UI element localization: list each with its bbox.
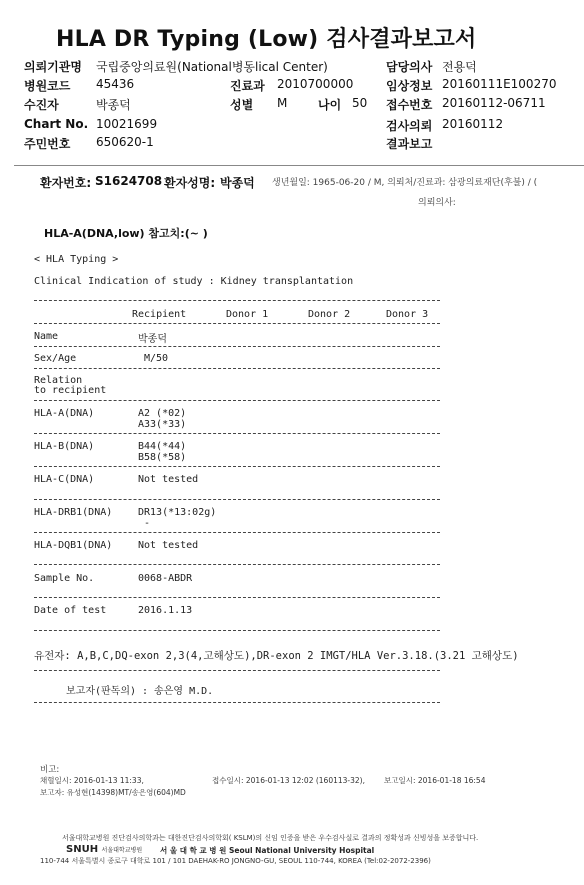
hla-typing-subtitle: < HLA Typing > — [34, 254, 119, 265]
value-resident-no: 650620-1 — [96, 135, 154, 149]
row-rule — [34, 433, 440, 434]
value-request-date: 20160112 — [442, 117, 504, 131]
row-hla-a-label: HLA-A(DNA) — [34, 408, 95, 419]
row-sample-label: Sample No. — [34, 573, 95, 584]
hospital-address: 110-744 서울특별시 종로구 대학로 101 / 101 DAEHAK-RO JONGNO-GU, SEOUL 110-744, KOREA (Tel:02-2072-2396) — [40, 857, 431, 865]
label-department: 진료과 — [230, 79, 265, 93]
row-rule — [34, 499, 440, 500]
remarks-label: 비고: — [40, 765, 60, 775]
row-hla-c-label: HLA-C(DNA) — [34, 474, 95, 485]
label-clinical-info: 임상정보 — [386, 79, 433, 93]
row-hla-dqb1-label: HLA-DQB1(DNA) — [34, 540, 113, 551]
row-hla-a-value-2: A33(*33) — [138, 419, 187, 430]
patient-name-label: 환자성명: — [164, 176, 216, 190]
row-relation-label: Relation — [34, 375, 83, 386]
row-rule — [34, 597, 440, 598]
row-rule — [34, 400, 440, 401]
header-rule — [34, 323, 440, 324]
patient-dob-line: 생년월일: 1965-06-20 / M, 의뢰처/진료과: 삼광의료재단(후불) / ( — [272, 178, 538, 188]
row-hla-drb1-dash: - — [144, 518, 151, 529]
value-chart-no: 10021699 — [96, 117, 158, 131]
row-hla-b-label: HLA-B(DNA) — [34, 441, 95, 452]
value-doctor: 전용덕 — [442, 60, 477, 74]
row-date-value: 2016.1.13 — [138, 605, 193, 616]
row-hla-b-value-1: B44(*44) — [138, 441, 187, 452]
value-hospital-code: 45436 — [96, 77, 135, 91]
patient-name: 박종덕 — [220, 176, 255, 190]
row-rule — [34, 346, 440, 347]
reporter-top-rule — [34, 670, 440, 671]
col-donor-2: Donor 2 — [308, 309, 351, 320]
table-top-rule — [34, 300, 440, 301]
reported-time: 보고일시: 2016-01-18 16:54 — [384, 776, 486, 785]
clinical-indication: Clinical Indication of study : Kidney transplantation — [34, 276, 354, 287]
row-hla-b-value-2: B58(*58) — [138, 452, 187, 463]
row-name-value: 박종덕 — [138, 334, 167, 345]
row-relation-label-2: to recipient — [34, 385, 107, 396]
col-donor-1: Donor 1 — [226, 309, 269, 320]
label-age: 나이 — [318, 98, 342, 112]
row-hla-drb1-label: HLA-DRB1(DNA) — [34, 507, 113, 518]
header-divider — [14, 165, 584, 166]
table-bottom-rule — [34, 630, 440, 631]
label-chart-no: Chart No. — [24, 117, 89, 131]
row-hla-dqb1-value: Not tested — [138, 540, 199, 551]
label-receipt-no: 접수번호 — [386, 98, 433, 112]
patient-id: S1624708 — [95, 174, 163, 188]
row-sexage-value: M/50 — [144, 353, 169, 364]
value-institution: 국립중앙의료원(National병동lical Center) — [96, 60, 328, 74]
snuh-logo — [66, 844, 142, 855]
row-rule — [34, 466, 440, 467]
value-clinical-info: 20160111E100270 — [442, 77, 557, 91]
received-time: 접수일시: 2016-01-13 12:02 (160113-32), — [212, 776, 365, 785]
row-rule — [34, 564, 440, 565]
certification-text: 서울대학교병원 진단검사의학과는 대한진단검사의학회( KSLM)의 신임 인증을 받은 우수검사실로 결과의 정확성과 신빙성을 보증합니다. — [62, 834, 479, 842]
col-donor-3: Donor 3 — [386, 309, 429, 320]
value-age: 50 — [352, 96, 368, 110]
snuh-logo-subtext: 서울대학교병원 — [101, 847, 143, 854]
row-name-label: Name — [34, 331, 59, 342]
row-hla-a-value-1: A2 (*02) — [138, 408, 187, 419]
gene-line: 유전자: A,B,C,DQ-exon 2,3(4,고해상도),DR-exon 2 IMGT/HLA Ver.3.18.(3.21 고해상도) — [34, 650, 519, 662]
reporter-line: 보고자: 유성현(14398)MT/송은영(604)MD — [40, 788, 186, 797]
collected-time: 채혈일시: 2016-01-13 11:33, — [40, 776, 144, 785]
reporter: 보고자(판독의) : 송은영 M.D. — [66, 686, 214, 697]
row-hla-drb1-value: DR13(*13:02g) — [138, 507, 217, 518]
row-sexage-label: Sex/Age — [34, 353, 77, 364]
label-request-date: 검사의뢰 — [386, 119, 433, 133]
requester-line: 의뢰의사: — [418, 198, 456, 208]
label-resident-no: 주민번호 — [24, 137, 71, 151]
label-institution: 의뢰기관명 — [24, 60, 82, 74]
label-sex: 성별 — [230, 98, 254, 112]
label-hospital-code: 병원코드 — [24, 79, 71, 93]
row-rule — [34, 368, 440, 369]
row-sample-value: 0068-ABDR — [138, 573, 193, 584]
value-examinee: 박종덕 — [96, 98, 131, 112]
label-result-report: 결과보고 — [386, 137, 433, 151]
value-department: 2010700000 — [277, 77, 354, 91]
row-date-label: Date of test — [34, 605, 107, 616]
section-title: HLA-A(DNA,low) 참고치:(~ ) — [44, 227, 208, 240]
value-receipt-no: 20160112-06711 — [442, 96, 546, 110]
col-recipient: Recipient — [132, 309, 187, 320]
label-examinee: 수진자 — [24, 98, 59, 112]
snuh-logo-text: SNUH — [66, 844, 99, 855]
label-doctor: 담당의사 — [386, 60, 433, 74]
reporter-bottom-rule — [34, 702, 440, 703]
patient-id-label: 환자번호: — [40, 176, 92, 190]
report-title: HLA DR Typing (Low) 검사결과보고서 — [56, 27, 477, 52]
value-sex: M — [277, 96, 288, 110]
hospital-name: 서 울 대 학 교 병 원 Seoul National University Hospital — [160, 846, 375, 855]
row-hla-c-value: Not tested — [138, 474, 199, 485]
row-rule — [34, 532, 440, 533]
